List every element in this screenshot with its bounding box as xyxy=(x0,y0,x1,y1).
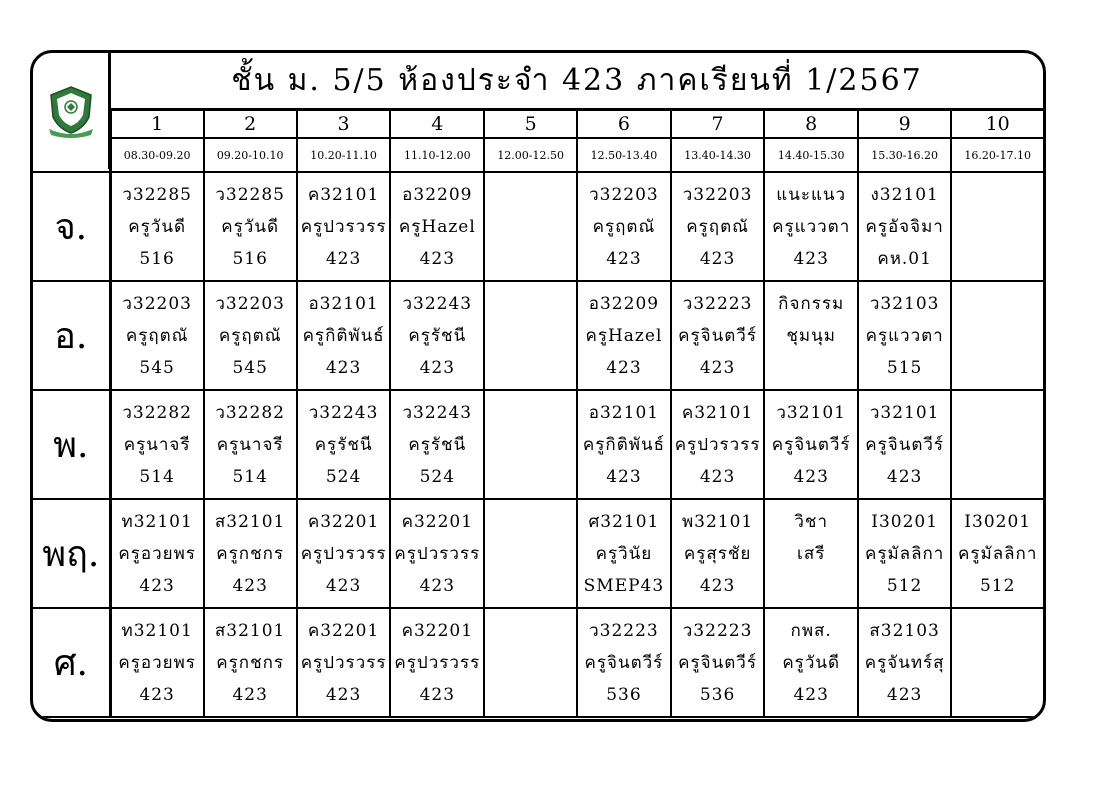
day-label: อ. xyxy=(33,281,110,390)
subject-code: ค32201 xyxy=(307,511,380,532)
class-cell xyxy=(671,499,765,608)
period-number: 8 xyxy=(764,111,857,138)
teacher-name xyxy=(952,647,1043,679)
class-cell xyxy=(858,172,951,281)
room-number: 423 xyxy=(699,575,736,596)
room-number: 423 xyxy=(419,248,456,269)
room-number: 423 xyxy=(419,357,456,378)
room-number: 524 xyxy=(325,466,362,487)
room-number xyxy=(952,352,1043,384)
teacher-name: ครูกชกร xyxy=(216,543,285,564)
class-cell xyxy=(577,499,671,608)
class-cell xyxy=(110,390,203,499)
class-cell xyxy=(764,281,857,390)
class-cell xyxy=(390,608,484,717)
room-number: 423 xyxy=(325,575,362,596)
period-time: 14.40-15.30 xyxy=(764,138,857,172)
subject-code: ว32203 xyxy=(682,184,753,205)
room-number: 423 xyxy=(606,248,642,269)
teacher-name: ครูHazel xyxy=(398,216,476,237)
room-number xyxy=(952,461,1043,493)
subject-code xyxy=(485,179,576,211)
teacher-name: ครูปวรวรร xyxy=(394,543,481,564)
period-number: 5 xyxy=(484,111,577,138)
period-time: 08.30-09.20 xyxy=(110,138,203,172)
subject-code xyxy=(952,288,1043,320)
period-time-row xyxy=(33,138,1043,172)
teacher-name xyxy=(952,320,1043,352)
subject-code: อ32209 xyxy=(588,293,660,314)
class-cell xyxy=(110,608,203,717)
subject-code: กิจกรรม xyxy=(778,293,845,314)
class-cell xyxy=(764,390,857,499)
teacher-name: ครูกิติพันธ์ xyxy=(582,434,665,455)
room-number: 512 xyxy=(886,575,923,596)
room-number: 423 xyxy=(139,684,175,705)
period-time: 12.00-12.50 xyxy=(484,138,577,172)
class-cell xyxy=(110,172,203,281)
teacher-name: ครูจินตวีร์ xyxy=(771,434,851,455)
room-number: 423 xyxy=(886,466,923,487)
teacher-name: ครูแววตา xyxy=(772,216,851,237)
subject-code: ว32223 xyxy=(682,293,753,314)
day-label: พฤ. xyxy=(33,499,110,608)
room-number: 423 xyxy=(886,684,923,705)
room-number xyxy=(952,243,1043,275)
room-number: 423 xyxy=(793,684,829,705)
subject-code: ว32203 xyxy=(122,293,192,314)
subject-code: ว32101 xyxy=(869,402,940,423)
class-cell xyxy=(858,608,951,717)
teacher-name: ครูรัชนี xyxy=(314,434,373,455)
subject-code: อ32101 xyxy=(308,293,379,314)
subject-code: ว32243 xyxy=(402,402,473,423)
teacher-name: ครูวันดี xyxy=(782,652,841,673)
period-number: 1 xyxy=(110,111,203,138)
subject-code: ท32101 xyxy=(121,511,193,532)
subject-code xyxy=(485,397,576,429)
subject-code xyxy=(485,615,576,647)
teacher-name: ครูปวรวรร xyxy=(674,434,761,455)
room-number: 423 xyxy=(606,466,642,487)
teacher-name: ครูรัชนี xyxy=(408,325,467,346)
period-number: 2 xyxy=(204,111,297,138)
class-cell xyxy=(204,281,297,390)
subject-code: กพส. xyxy=(790,620,832,641)
room-number: 423 xyxy=(325,357,362,378)
subject-code: ส32101 xyxy=(214,620,286,641)
room-number: 515 xyxy=(886,357,923,378)
class-cell xyxy=(858,499,951,608)
teacher-name: ครูวินัย xyxy=(595,543,653,564)
timetable-frame xyxy=(30,50,1046,722)
room-number: 524 xyxy=(419,466,456,487)
teacher-name: ครูปวรวรร xyxy=(300,216,387,237)
room-number xyxy=(765,352,856,384)
room-number: 514 xyxy=(232,466,268,487)
period-time: 15.30-16.20 xyxy=(858,138,951,172)
teacher-name: ครูวันดี xyxy=(128,216,186,237)
room-number: 423 xyxy=(419,575,456,596)
class-cell xyxy=(204,499,297,608)
room-number: 423 xyxy=(232,684,268,705)
period-number-row xyxy=(33,111,1043,138)
subject-code: I30201 xyxy=(871,511,939,532)
room-number: 545 xyxy=(139,357,175,378)
subject-code: ศ32101 xyxy=(588,511,660,532)
period-time: 09.20-10.10 xyxy=(204,138,297,172)
teacher-name: ครูปวรวรร xyxy=(300,652,387,673)
teacher-name: ครูวันดี xyxy=(221,216,280,237)
class-cell xyxy=(764,608,857,717)
period-number: 3 xyxy=(297,111,391,138)
period-number: 4 xyxy=(390,111,484,138)
period-time: 13.40-14.30 xyxy=(671,138,765,172)
teacher-name: ครูฤตณั xyxy=(218,325,282,346)
period-number: 7 xyxy=(671,111,765,138)
teacher-name: ครูอวยพร xyxy=(118,652,196,673)
class-cell xyxy=(204,608,297,717)
subject-code: ว32223 xyxy=(682,620,753,641)
teacher-name: ครูสุรชัย xyxy=(683,543,752,564)
period-number: 10 xyxy=(951,111,1043,138)
subject-code: อ32101 xyxy=(588,402,660,423)
teacher-name xyxy=(485,538,576,570)
subject-code: ค32101 xyxy=(681,402,754,423)
teacher-name: ครูฤตณั xyxy=(592,216,656,237)
class-cell xyxy=(390,172,484,281)
teacher-name: ครูอัจจิมา xyxy=(865,216,944,237)
period-number: 9 xyxy=(858,111,951,138)
room-number: 423 xyxy=(325,684,362,705)
class-cell xyxy=(390,281,484,390)
room-number: 516 xyxy=(232,248,268,269)
room-number: 514 xyxy=(139,466,175,487)
class-cell xyxy=(671,390,765,499)
subject-code: ค32201 xyxy=(401,511,474,532)
room-number: 423 xyxy=(699,248,736,269)
day-label: พ. xyxy=(33,390,110,499)
class-cell xyxy=(577,281,671,390)
page-title: ชั้น ม. 5/5 ห้องประจำ 423 ภาคเรียนที่ 1/2567 xyxy=(111,53,1043,111)
teacher-name xyxy=(952,211,1043,243)
class-cell xyxy=(297,172,391,281)
room-number: 423 xyxy=(793,248,829,269)
teacher-name: ครูฤตณั xyxy=(125,325,189,346)
teacher-name: ครูจินตวีร์ xyxy=(584,652,664,673)
class-cell xyxy=(297,281,391,390)
room-number xyxy=(485,352,576,384)
teacher-name: ครูกชกร xyxy=(216,652,285,673)
room-number: 545 xyxy=(232,357,268,378)
teacher-name: ครูมัลลิกา xyxy=(864,543,945,564)
room-number xyxy=(485,679,576,711)
subject-code xyxy=(485,288,576,320)
class-cell xyxy=(577,390,671,499)
teacher-name: ครูปวรวรร xyxy=(300,543,387,564)
class-cell xyxy=(204,390,297,499)
subject-code: ค32201 xyxy=(401,620,474,641)
class-cell xyxy=(110,281,203,390)
teacher-name xyxy=(485,320,576,352)
teacher-name: ครูจันทร์สุ xyxy=(864,652,945,673)
class-cell xyxy=(858,390,951,499)
class-cell xyxy=(297,390,391,499)
teacher-name: ครูปวรวรร xyxy=(394,652,481,673)
room-number xyxy=(952,679,1043,711)
room-number: 423 xyxy=(325,248,362,269)
subject-code: แนะแนว xyxy=(776,184,847,205)
class-cell xyxy=(110,499,203,608)
subject-code: ว32203 xyxy=(589,184,659,205)
teacher-name: ครูนาจรี xyxy=(123,434,191,455)
subject-code xyxy=(952,397,1043,429)
period-time: 16.20-17.10 xyxy=(951,138,1043,172)
class-cell xyxy=(297,608,391,717)
room-number: 536 xyxy=(699,684,736,705)
teacher-name: ครูจินตวีร์ xyxy=(865,434,945,455)
teacher-name: ครูHazel xyxy=(585,325,663,346)
room-number: SMEP43 xyxy=(583,575,665,596)
subject-code: ว32223 xyxy=(589,620,659,641)
room-number: 512 xyxy=(979,575,1016,596)
class-cell xyxy=(951,281,1043,390)
subject-code: ว32285 xyxy=(215,184,285,205)
subject-code: I30201 xyxy=(964,511,1032,532)
teacher-name xyxy=(485,211,576,243)
subject-code: อ32209 xyxy=(402,184,473,205)
teacher-name: ครูนาจรี xyxy=(216,434,284,455)
subject-code: ค32201 xyxy=(307,620,380,641)
subject-code: ว32203 xyxy=(215,293,285,314)
timetable-grid xyxy=(33,111,1043,718)
room-number: 536 xyxy=(606,684,642,705)
day-label: ศ. xyxy=(33,608,110,717)
teacher-name: ครูจินตวีร์ xyxy=(678,652,757,673)
day-row xyxy=(33,172,1043,281)
subject-code: ค32101 xyxy=(307,184,380,205)
room-number xyxy=(485,570,576,602)
teacher-name: ครูอวยพร xyxy=(118,543,196,564)
teacher-name: เสรี xyxy=(797,543,826,564)
class-cell xyxy=(577,172,671,281)
teacher-name xyxy=(485,647,576,679)
subject-code: วิชา xyxy=(794,511,828,532)
subject-code: ว32243 xyxy=(308,402,379,423)
class-cell xyxy=(390,499,484,608)
subject-code: ว32103 xyxy=(869,293,940,314)
subject-code: พ32101 xyxy=(681,511,754,532)
class-cell xyxy=(577,608,671,717)
period-number: 6 xyxy=(577,111,671,138)
room-number xyxy=(485,243,576,275)
class-cell xyxy=(671,281,765,390)
period-time: 11.10-12.00 xyxy=(390,138,484,172)
class-cell xyxy=(390,390,484,499)
subject-code: ว32282 xyxy=(122,402,192,423)
class-cell xyxy=(951,390,1043,499)
subject-code xyxy=(952,179,1043,211)
class-cell xyxy=(204,172,297,281)
room-number xyxy=(485,461,576,493)
class-cell xyxy=(484,281,577,390)
teacher-name xyxy=(952,429,1043,461)
teacher-name: ครูกิติพันธ์ xyxy=(302,325,385,346)
class-cell xyxy=(484,499,577,608)
room-number: 423 xyxy=(139,575,175,596)
class-cell xyxy=(764,172,857,281)
day-label: จ. xyxy=(33,172,110,281)
room-number: 423 xyxy=(793,466,829,487)
subject-code: ส32103 xyxy=(869,620,940,641)
period-time: 12.50-13.40 xyxy=(577,138,671,172)
subject-code xyxy=(485,506,576,538)
subject-code: ว32101 xyxy=(776,402,846,423)
room-number: 516 xyxy=(139,248,175,269)
day-row xyxy=(33,281,1043,390)
class-cell xyxy=(671,608,765,717)
class-cell xyxy=(858,281,951,390)
subject-code xyxy=(952,615,1043,647)
subject-code: ท32101 xyxy=(121,620,193,641)
subject-code: ว32285 xyxy=(122,184,192,205)
day-row xyxy=(33,390,1043,499)
class-cell xyxy=(484,608,577,717)
subject-code: ง32101 xyxy=(870,184,939,205)
teacher-name: ครูแววตา xyxy=(865,325,944,346)
room-number: 423 xyxy=(699,357,736,378)
period-time: 10.20-11.10 xyxy=(297,138,391,172)
subject-code: ส32101 xyxy=(214,511,286,532)
class-cell xyxy=(951,172,1043,281)
corner-cell xyxy=(33,111,110,172)
room-number: 423 xyxy=(232,575,268,596)
class-cell xyxy=(951,499,1043,608)
subject-code: ว32243 xyxy=(402,293,473,314)
teacher-name: ครูมัลลิกา xyxy=(958,543,1038,564)
room-number: 423 xyxy=(606,357,642,378)
day-row xyxy=(33,499,1043,608)
class-cell xyxy=(951,608,1043,717)
class-cell xyxy=(297,499,391,608)
teacher-name xyxy=(485,429,576,461)
teacher-name: ครูจินตวีร์ xyxy=(678,325,757,346)
class-cell xyxy=(764,499,857,608)
room-number: คห.01 xyxy=(877,248,932,269)
room-number: 423 xyxy=(419,684,456,705)
teacher-name: ครูฤตณั xyxy=(686,216,749,237)
teacher-name: ครูรัชนี xyxy=(408,434,467,455)
room-number xyxy=(765,570,856,602)
class-cell xyxy=(484,172,577,281)
room-number: 423 xyxy=(699,466,736,487)
teacher-name: ชุมนุม xyxy=(786,325,836,346)
day-row xyxy=(33,608,1043,717)
class-cell xyxy=(671,172,765,281)
class-cell xyxy=(484,390,577,499)
subject-code: ว32282 xyxy=(215,402,285,423)
